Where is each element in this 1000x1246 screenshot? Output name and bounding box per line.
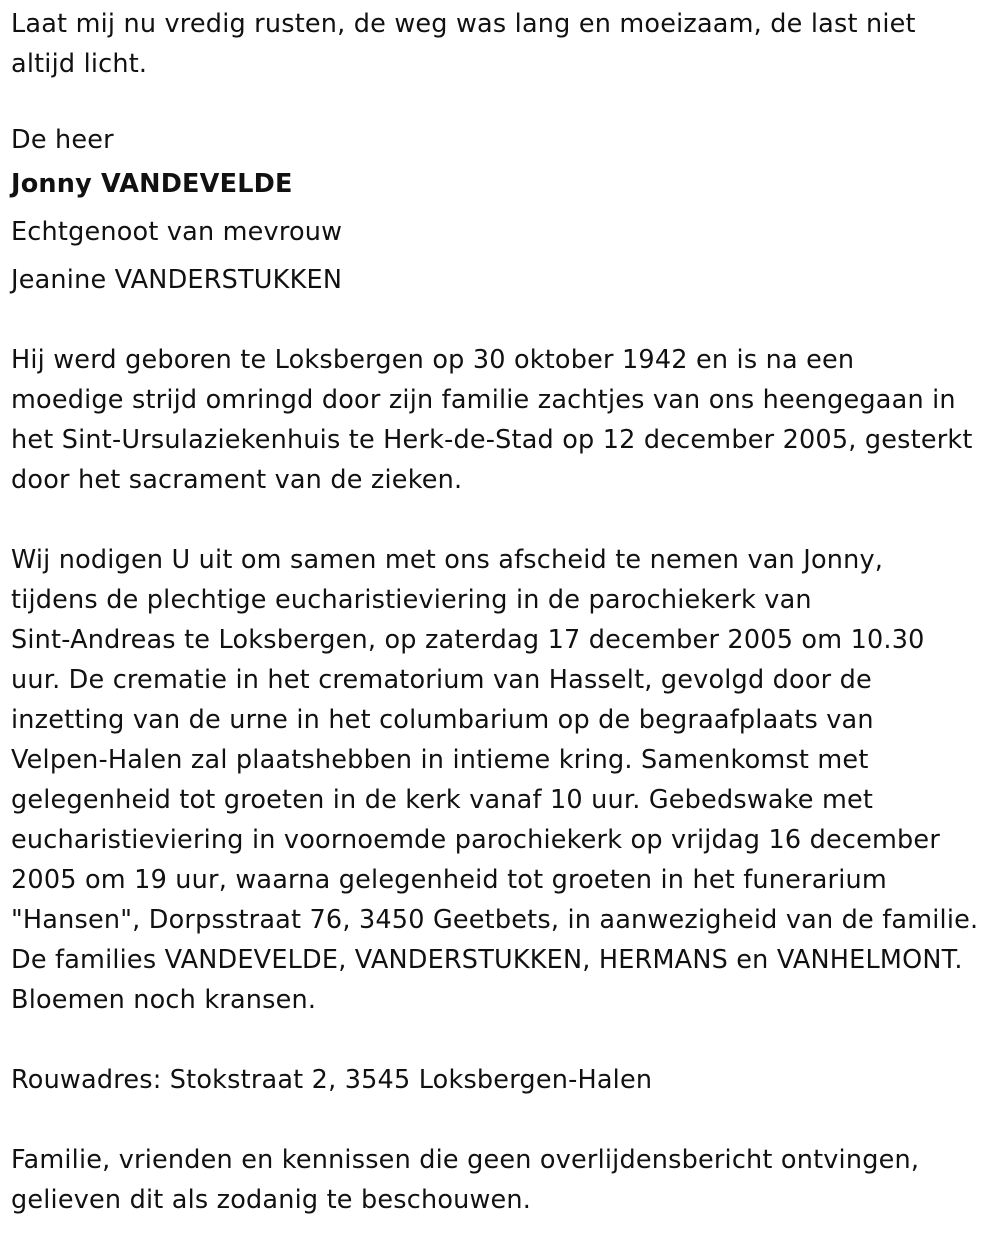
- paragraph-line: tijdens de plechtige eucharistieviering in de parochiekerk van: [11, 585, 812, 615]
- spouse-name: Jeanine VANDERSTUKKEN: [11, 265, 343, 295]
- paragraph-line: "Hansen", Dorpsstraat 76, 3450 Geetbets, in aanwezigheid van de familie.: [11, 905, 979, 935]
- mourning-address: Rouwadres: Stokstraat 2, 3545 Loksbergen-Halen: [11, 1065, 653, 1095]
- deceased-name: Jonny VANDEVELDE: [11, 169, 293, 199]
- paragraph-line: inzetting van de urne in het columbarium op de begraafplaats van: [11, 705, 874, 735]
- paragraph-line: Hij werd geboren te Loksbergen op 30 oktober 1942 en is na een: [11, 345, 855, 375]
- salutation: De heer: [11, 125, 114, 155]
- closing-paragraph: [11, 1140, 996, 1220]
- paragraph-line: Velpen-Halen zal plaatshebben in intieme kring. Samenkomst met: [11, 745, 869, 775]
- paragraph-line: Bloemen noch kransen.: [11, 985, 317, 1015]
- spacer: [11, 84, 996, 124]
- motto-line: altijd licht.: [11, 49, 148, 79]
- name-block: [11, 120, 996, 304]
- paragraph-line: gelegenheid tot groeten in de kerk vanaf 10 uur. Gebedswake met: [11, 785, 874, 815]
- spouse-label: Echtgenoot van mevrouw: [11, 217, 343, 247]
- spacer: [11, 500, 996, 540]
- invitation-paragraph: [11, 540, 996, 1020]
- spacer: [11, 300, 996, 340]
- paragraph-line: moedige strijd omringd door zijn familie zachtjes van ons heengegaan in: [11, 385, 956, 415]
- paragraph-line: Familie, vrienden en kennissen die geen overlijdensbericht ontvingen,: [11, 1145, 920, 1175]
- paragraph-line: door het sacrament van de zieken.: [11, 465, 463, 495]
- paragraph-line: uur. De crematie in het crematorium van Hasselt, gevolgd door de: [11, 665, 872, 695]
- motto: [11, 4, 996, 84]
- spacer: [11, 1100, 996, 1140]
- paragraph-line: Wij nodigen U uit om samen met ons afscheid te nemen van Jonny,: [11, 545, 884, 575]
- birth-death-paragraph: [11, 340, 996, 500]
- paragraph-line: De families VANDEVELDE, VANDERSTUKKEN, HERMANS en VANHELMONT.: [11, 945, 963, 975]
- motto-line: Laat mij nu vredig rusten, de weg was lang en moeizaam, de last niet: [11, 9, 916, 39]
- paragraph-line: gelieven dit als zodanig te beschouwen.: [11, 1185, 532, 1215]
- spacer: [11, 1020, 996, 1060]
- paragraph-line: 2005 om 19 uur, waarna gelegenheid tot groeten in het funerarium: [11, 865, 887, 895]
- paragraph-line: eucharistieviering in voornoemde parochiekerk op vrijdag 16 december: [11, 825, 940, 855]
- obituary-document: [11, 4, 996, 1220]
- paragraph-line: het Sint-Ursulaziekenhuis te Herk-de-Stad op 12 december 2005, gesterkt: [11, 425, 973, 455]
- paragraph-line: Sint-Andreas te Loksbergen, op zaterdag 17 december 2005 om 10.30: [11, 625, 925, 655]
